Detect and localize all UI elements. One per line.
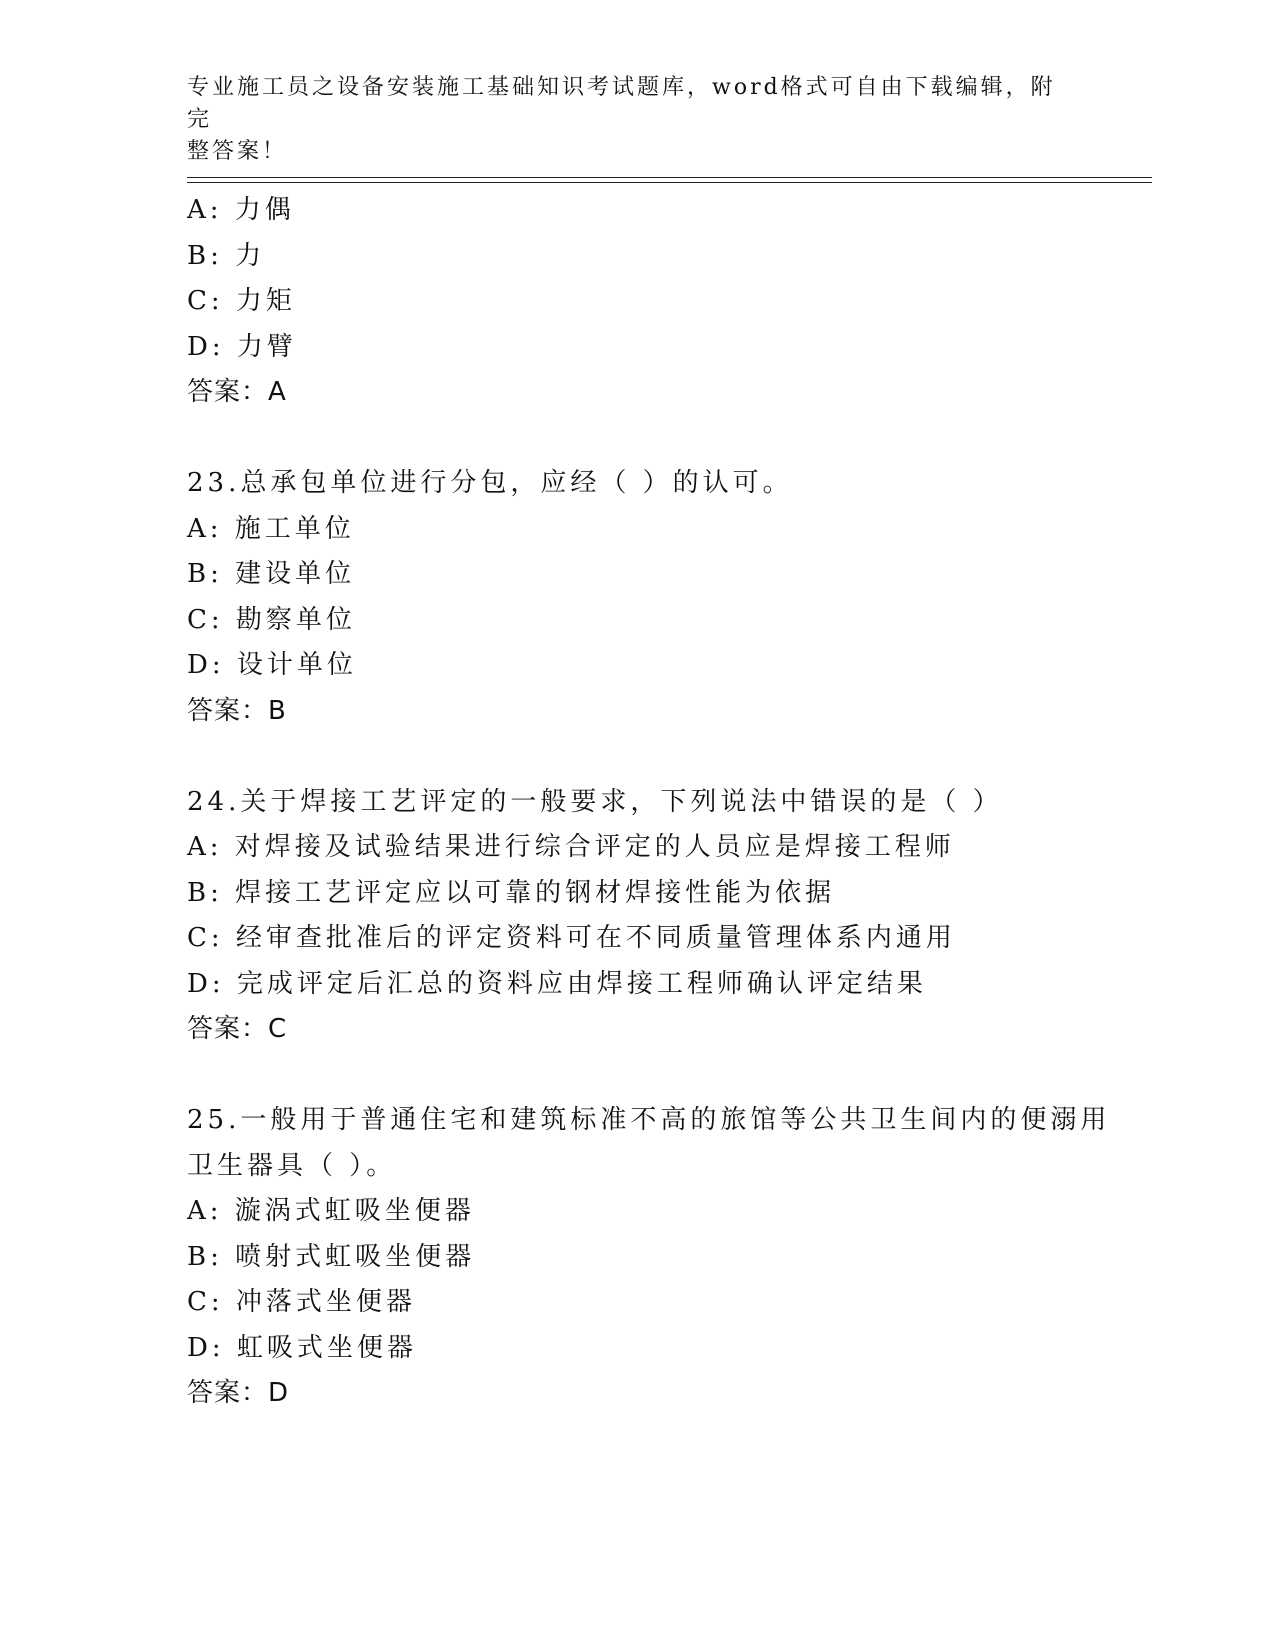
option-b: B: 焊接工艺评定应以可靠的钢材焊接性能为依据: [187, 877, 836, 908]
spacer: [187, 1053, 1147, 1099]
question-list: [187, 188, 1147, 1417]
option-a: A: 对焊接及试验结果进行综合评定的人员应是焊接工程师: [187, 832, 955, 862]
option-b: B: 建设单位: [187, 559, 356, 589]
option-c: C: 勘察单位: [187, 604, 356, 635]
option-b: B: 力: [187, 240, 266, 271]
header-title-line-1: 专业施工员之设备安装施工基础知识考试题库，word格式可自由下载编辑，附完: [187, 75, 1056, 132]
spacer: [187, 734, 1147, 780]
answer: 答案：A: [187, 377, 287, 407]
option-c: C: 冲落式坐便器: [187, 1287, 416, 1317]
document-header: [187, 72, 1067, 168]
question-stem: 23.总承包单位进行分包，应经（ ）的认可。: [187, 468, 793, 498]
answer: 答案：D: [187, 1378, 290, 1408]
answer: 答案：B: [187, 695, 287, 726]
option-c: C: 力矩: [187, 286, 296, 316]
answer: 答案：C: [187, 1014, 288, 1044]
option-c: C: 经审查批准后的评定资料可在不同质量管理体系内通用: [187, 923, 956, 953]
option-a: A: 力偶: [187, 195, 295, 225]
question-stem: 24.关于焊接工艺评定的一般要求，下列说法中错误的是（ ）: [187, 786, 1003, 817]
header-divider-bottom: [187, 182, 1152, 183]
header-divider-top: [187, 177, 1152, 178]
option-a: A: 漩涡式虹吸坐便器: [187, 1196, 475, 1226]
option-d: D: 完成评定后汇总的资料应由焊接工程师确认评定结果: [187, 968, 927, 999]
question-24: [187, 780, 1147, 1053]
question-25: [187, 1098, 1147, 1417]
question-22: [187, 188, 1147, 416]
header-title-line-2: 整答案！: [187, 139, 288, 164]
option-a: A: 施工单位: [187, 513, 355, 544]
option-b: B: 喷射式虹吸坐便器: [187, 1241, 476, 1272]
question-23: [187, 461, 1147, 734]
spacer: [187, 416, 1147, 462]
option-d: D: 力臂: [187, 331, 297, 362]
option-d: D: 虹吸式坐便器: [187, 1332, 417, 1363]
question-stem-line-1: 25.一般用于普通住宅和建筑标准不高的旅馆等公共卫生间内的便溺用: [187, 1105, 1111, 1135]
option-d: D: 设计单位: [187, 650, 357, 680]
question-stem-line-2: 卫生器具（ ）。: [187, 1150, 397, 1181]
